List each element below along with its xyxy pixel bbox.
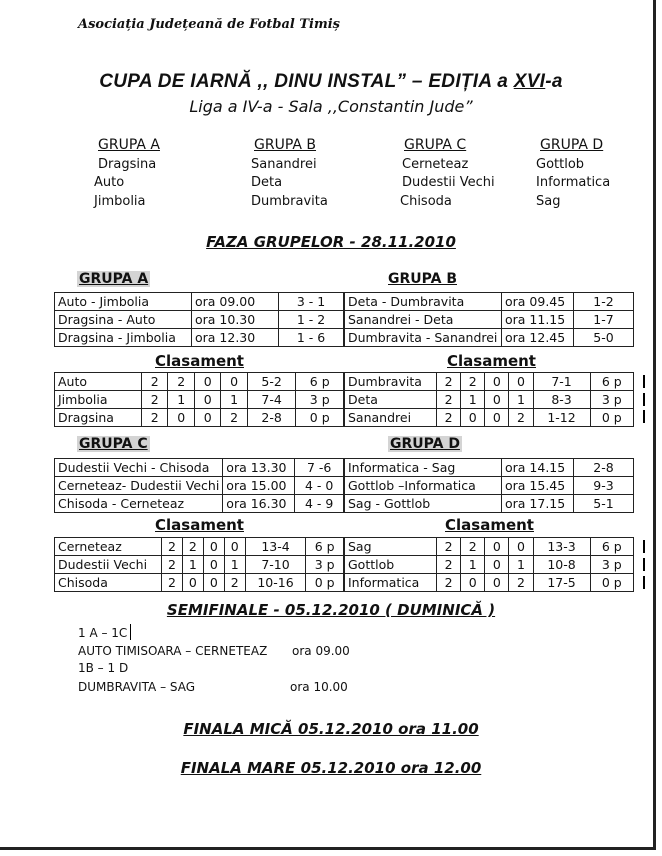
margin-mark: [643, 410, 645, 423]
standings-wins: 2: [182, 538, 203, 556]
standings-row: [345, 391, 634, 409]
group-c-standings-title: Clasament: [155, 516, 244, 534]
standings-losses: 2: [509, 574, 533, 592]
match-score: 5-1: [574, 495, 634, 513]
standings-row: [55, 409, 344, 427]
match-teams: Dragsina - Jimbolia: [55, 329, 192, 347]
semifinal-match: AUTO TIMISOARA – CERNETEAZ: [78, 644, 268, 658]
margin-mark: [643, 393, 645, 406]
standings-goals: 1-12: [533, 409, 590, 427]
group-b-team: Deta: [251, 175, 283, 190]
semifinal-match: DUMBRAVITA – SAG: [78, 680, 196, 694]
group-b-team: Dumbravita: [251, 194, 328, 209]
standings-losses: 0: [509, 538, 533, 556]
match-teams: Dudestii Vechi - Chisoda: [55, 459, 223, 477]
standings-row: [345, 574, 634, 592]
margin-mark: [643, 375, 645, 388]
standings-team: Sanandrei: [345, 409, 437, 427]
group-b-header: GRUPA B: [254, 137, 317, 153]
standings-row: [345, 538, 634, 556]
standings-row: [345, 409, 634, 427]
match-row: [55, 293, 344, 311]
standings-points: 0 p: [590, 409, 633, 427]
standings-points: 3 p: [590, 556, 633, 574]
standings-points: 3 p: [296, 391, 344, 409]
match-row: [345, 293, 634, 311]
standings-draws: 0: [194, 391, 220, 409]
match-time: ora 12.45: [502, 329, 574, 347]
association-name: Asociația Județeană de Fotbal Timiș: [78, 17, 340, 32]
standings-played: 2: [162, 556, 183, 574]
semifinal-time: ora 10.00: [290, 680, 348, 694]
standings-draws: 0: [203, 574, 224, 592]
standings-played: 2: [142, 373, 168, 391]
match-teams: Gottlob –Informatica: [345, 477, 502, 495]
match-row: [345, 477, 634, 495]
standings-points: 0 p: [296, 409, 344, 427]
standings-row: [55, 556, 344, 574]
standings-points: 6 p: [306, 538, 344, 556]
match-row: [55, 459, 344, 477]
standings-goals: 10-8: [533, 556, 590, 574]
standings-wins: 2: [168, 373, 194, 391]
margin-mark: [643, 540, 645, 553]
match-row: [55, 477, 344, 495]
big-final: FINALA MARE 05.12.2010 ora 12.00: [180, 759, 482, 777]
match-time: ora 12.30: [192, 329, 279, 347]
standings-played: 2: [437, 538, 461, 556]
group-a-standings-title: Clasament: [155, 352, 244, 370]
match-teams: Cerneteaz- Dudestii Vechi: [55, 477, 223, 495]
group-b-results-title: GRUPA B: [388, 271, 457, 287]
margin-mark: [643, 576, 645, 589]
semifinal-pairing: 1B – 1 D: [78, 661, 129, 675]
document-title: CUPA DE IARNĂ ,, DINU INSTAL” – EDIȚIA a XVI-a: [99, 71, 563, 92]
group-d-standings-title: Clasament: [445, 516, 534, 534]
match-teams: Sag - Gottlob: [345, 495, 502, 513]
standings-losses: 1: [509, 556, 533, 574]
semifinals-title: SEMIFINALE - 05.12.2010 ( DUMINICĂ ): [166, 601, 496, 619]
standings-losses: 0: [224, 538, 245, 556]
text-cursor: [130, 624, 131, 640]
group-a-results-title: GRUPA A: [79, 271, 149, 287]
standings-losses: 1: [221, 391, 247, 409]
match-time: ora 17.15: [502, 495, 574, 513]
match-score: 1-2: [574, 293, 634, 311]
standings-team: Deta: [345, 391, 437, 409]
standings-wins: 0: [461, 574, 485, 592]
standings-goals: 13-4: [245, 538, 306, 556]
standings-row: [55, 373, 344, 391]
standings-row: [55, 391, 344, 409]
group-a-standings: [54, 372, 344, 427]
standings-draws: 0: [203, 556, 224, 574]
standings-goals: 13-3: [533, 538, 590, 556]
standings-goals: 7-1: [533, 373, 590, 391]
standings-wins: 0: [168, 409, 194, 427]
match-score: 1 - 6: [279, 329, 344, 347]
standings-wins: 1: [168, 391, 194, 409]
standings-draws: 0: [485, 574, 509, 592]
standings-played: 2: [142, 391, 168, 409]
group-d-team: Sag: [536, 194, 561, 209]
standings-goals: 7-10: [245, 556, 306, 574]
standings-draws: 0: [485, 556, 509, 574]
standings-row: [345, 556, 634, 574]
standings-row: [345, 373, 634, 391]
match-score: 2-8: [574, 459, 634, 477]
group-b-standings: [344, 372, 634, 427]
standings-losses: 2: [224, 574, 245, 592]
match-row: [345, 495, 634, 513]
standings-played: 2: [437, 574, 461, 592]
match-time: ora 11.15: [502, 311, 574, 329]
group-d-team: Gottlob: [536, 157, 585, 172]
standings-team: Auto: [55, 373, 142, 391]
group-d-results-title: GRUPA D: [390, 436, 460, 452]
group-d-standings: [344, 537, 634, 592]
standings-row: [55, 574, 344, 592]
match-time: ora 15.00: [223, 477, 295, 495]
standings-draws: 0: [203, 538, 224, 556]
standings-draws: 0: [485, 373, 509, 391]
standings-points: 3 p: [590, 391, 633, 409]
match-time: ora 14.15: [502, 459, 574, 477]
standings-wins: 2: [461, 538, 485, 556]
standings-draws: 0: [194, 409, 220, 427]
match-row: [345, 329, 634, 347]
match-teams: Informatica - Sag: [345, 459, 502, 477]
match-score: 1-7: [574, 311, 634, 329]
group-phase-title: FAZA GRUPELOR - 28.11.2010: [206, 233, 456, 251]
group-c-team: Dudestii Vechi: [402, 175, 495, 190]
match-score: 4 - 0: [295, 477, 344, 495]
standings-team: Jimbolia: [55, 391, 142, 409]
standings-losses: 2: [221, 409, 247, 427]
standings-points: 6 p: [590, 373, 633, 391]
group-d-matches: [344, 458, 634, 513]
standings-team: Gottlob: [345, 556, 437, 574]
match-teams: Auto - Jimbolia: [55, 293, 192, 311]
standings-played: 2: [162, 538, 183, 556]
group-a-team: Jimbolia: [94, 194, 146, 209]
standings-goals: 17-5: [533, 574, 590, 592]
standings-team: Sag: [345, 538, 437, 556]
standings-wins: 0: [461, 409, 485, 427]
group-b-standings-title: Clasament: [447, 352, 536, 370]
match-time: ora 13.30: [223, 459, 295, 477]
group-c-results-title: GRUPA C: [79, 436, 148, 452]
standings-wins: 2: [461, 373, 485, 391]
group-a-header: GRUPA A: [98, 137, 160, 153]
standings-draws: 0: [194, 373, 220, 391]
semifinal-time: ora 09.00: [292, 644, 350, 658]
standings-played: 2: [142, 409, 168, 427]
standings-team: Dragsina: [55, 409, 142, 427]
standings-played: 2: [437, 391, 461, 409]
group-c-team: Cerneteaz: [402, 157, 469, 172]
standings-row: [55, 538, 344, 556]
standings-draws: 0: [485, 391, 509, 409]
match-score: 7 -6: [295, 459, 344, 477]
match-row: [345, 459, 634, 477]
standings-team: Cerneteaz: [55, 538, 162, 556]
match-score: 4 - 9: [295, 495, 344, 513]
standings-team: Chisoda: [55, 574, 162, 592]
match-score: 9-3: [574, 477, 634, 495]
match-time: ora 15.45: [502, 477, 574, 495]
standings-goals: 2-8: [247, 409, 296, 427]
standings-wins: 1: [182, 556, 203, 574]
match-teams: Dragsina - Auto: [55, 311, 192, 329]
group-d-team: Informatica: [536, 175, 611, 190]
match-score: 1 - 2: [279, 311, 344, 329]
group-c-team: Chisoda: [400, 194, 452, 209]
match-row: [55, 495, 344, 513]
group-a-matches: [54, 292, 344, 347]
standings-losses: 0: [509, 373, 533, 391]
standings-points: 6 p: [296, 373, 344, 391]
standings-losses: 0: [221, 373, 247, 391]
match-teams: Dumbravita - Sanandrei: [345, 329, 502, 347]
standings-team: Informatica: [345, 574, 437, 592]
match-time: ora 16.30: [223, 495, 295, 513]
match-teams: Sanandrei - Deta: [345, 311, 502, 329]
standings-losses: 1: [224, 556, 245, 574]
standings-played: 2: [437, 373, 461, 391]
semifinal-pairing: 1 A – 1C: [78, 626, 128, 640]
small-final: FINALA MICĂ 05.12.2010 ora 11.00: [183, 720, 479, 738]
standings-goals: 7-4: [247, 391, 296, 409]
match-row: [345, 311, 634, 329]
standings-team: Dudestii Vechi: [55, 556, 162, 574]
match-time: ora 09.00: [192, 293, 279, 311]
match-teams: Chisoda - Cerneteaz: [55, 495, 223, 513]
group-c-header: GRUPA C: [404, 137, 467, 153]
standings-draws: 0: [485, 538, 509, 556]
standings-losses: 1: [509, 391, 533, 409]
standings-wins: 1: [461, 391, 485, 409]
standings-played: 2: [162, 574, 183, 592]
margin-mark: [643, 558, 645, 571]
standings-points: 6 p: [590, 538, 633, 556]
group-c-matches: [54, 458, 344, 513]
group-d-header: GRUPA D: [540, 137, 604, 153]
match-score: 5-0: [574, 329, 634, 347]
match-time: ora 10.30: [192, 311, 279, 329]
standings-played: 2: [437, 556, 461, 574]
match-time: ora 09.45: [502, 293, 574, 311]
match-teams: Deta - Dumbravita: [345, 293, 502, 311]
match-row: [55, 329, 344, 347]
group-a-team: Dragsina: [98, 157, 157, 172]
standings-points: 0 p: [306, 574, 344, 592]
group-b-matches: [344, 292, 634, 347]
standings-goals: 5-2: [247, 373, 296, 391]
match-score: 3 - 1: [279, 293, 344, 311]
standings-played: 2: [437, 409, 461, 427]
standings-goals: 10-16: [245, 574, 306, 592]
group-a-team: Auto: [94, 175, 125, 190]
standings-team: Dumbravita: [345, 373, 437, 391]
standings-wins: 1: [461, 556, 485, 574]
standings-draws: 0: [485, 409, 509, 427]
document-subtitle: Liga a IV-a - Sala ,,Constantin Jude”: [189, 97, 473, 116]
standings-wins: 0: [182, 574, 203, 592]
group-b-team: Sanandrei: [251, 157, 317, 172]
standings-losses: 2: [509, 409, 533, 427]
standings-points: 3 p: [306, 556, 344, 574]
standings-goals: 8-3: [533, 391, 590, 409]
standings-points: 0 p: [590, 574, 633, 592]
group-c-standings: [54, 537, 344, 592]
match-row: [55, 311, 344, 329]
